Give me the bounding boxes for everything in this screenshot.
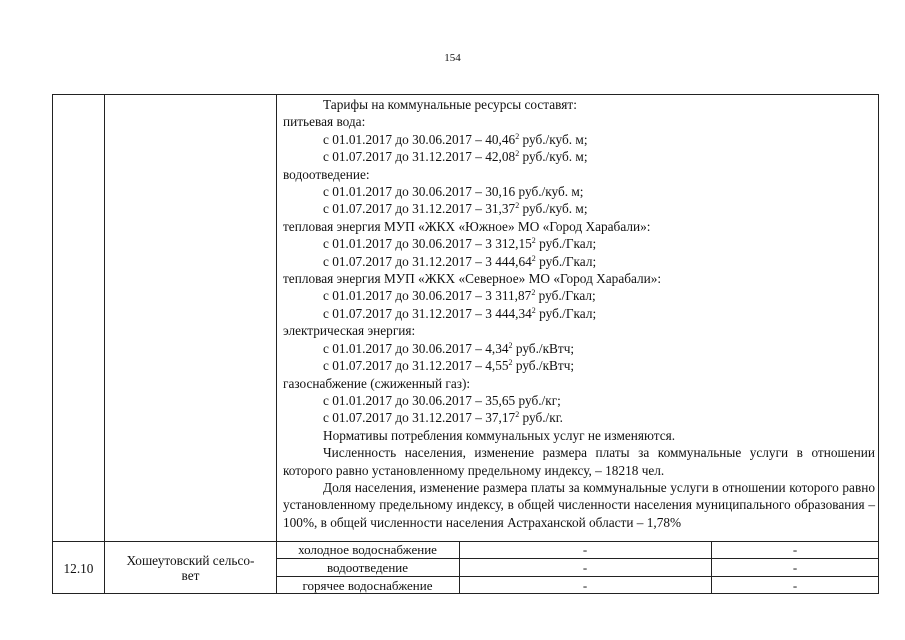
water-label: питьевая вода: (283, 114, 366, 130)
sewage-tariff-2: с 01.07.2017 до 31.12.2017 – 31,37$^2$ руб./куб. м; (323, 201, 588, 217)
electricity-tariff-2: с 01.07.2017 до 31.12.2017 – 4,55$^2$ руб./кВтч; (323, 358, 575, 374)
municipality-name-line1: Хошеутовский сельсо- (126, 553, 255, 568)
electricity-tariff-1: с 01.01.2017 до 30.06.2017 – 4,34$^2$ руб./кВтч; (323, 340, 575, 356)
heat-north-tariff-1: с 01.01.2017 до 30.06.2017 – 3 311,87$^2$ руб./Гкал; (323, 288, 596, 304)
row-number: 12.10 (63, 560, 94, 576)
service-value: - (582, 542, 588, 557)
service-label: водоотведение (326, 560, 409, 575)
gas-tariff-2: с 01.07.2017 до 31.12.2017 – 37,17$^2$ руб./кг. (323, 410, 563, 426)
tariffs-intro: Тарифы на коммунальные ресурсы составят: (323, 97, 577, 112)
electricity-label: электрическая энергия: (283, 323, 416, 339)
column-divider (104, 94, 105, 594)
service-value: - (792, 542, 798, 557)
municipality-name (105, 542, 276, 594)
heat-south-tariff-2: с 01.07.2017 до 31.12.2017 – 3 444,64$^2$ руб./Гкал; (323, 253, 597, 269)
population-share-statement: Доля населения, изменение размера платы за коммунальные услуги в отношении которого равно установленному предельному индексу, в общей численности населения муниципального образования – 100%, в общей численности населения Астраханской области – 1,78% (283, 479, 875, 530)
page-number: 154 (444, 52, 461, 64)
service-label: холодное водоснабжение (298, 542, 437, 557)
water-tariff-2: с 01.07.2017 до 31.12.2017 – 42,08$^2$ руб./куб. м; (323, 149, 588, 165)
water-tariff-1: с 01.01.2017 до 30.06.2017 – 40,46$^2$ руб./куб. м; (323, 131, 588, 147)
column-divider (276, 94, 277, 594)
heat-south-label: тепловая энергия МУП «ЖКХ «Южное» МО «Город Харабали»: (283, 218, 651, 234)
population-statement: Численность населения, изменение размера платы за коммунальные услуги в отношении которого равно установленному предельному индексу, – 18218 чел. (283, 445, 875, 478)
gas-label: газоснабжение (сжиженный газ): (283, 375, 471, 391)
heat-north-label: тепловая энергия МУП «ЖКХ «Северное» МО «Город Харабали»: (283, 271, 662, 287)
service-value: - (792, 560, 798, 575)
norms-statement: Нормативы потребления коммунальных услуг не изменяются. (323, 427, 676, 443)
service-value: - (582, 578, 588, 593)
sewage-tariff-1: с 01.01.2017 до 30.06.2017 – 30,16 руб./куб. м; (323, 184, 584, 200)
sewage-label: водоотведение: (283, 166, 370, 182)
service-value: - (792, 578, 798, 593)
service-value: - (582, 560, 588, 575)
tariff-description (283, 96, 875, 531)
heat-north-tariff-2: с 01.07.2017 до 31.12.2017 – 3 444,34$^2$ руб./Гкал; (323, 305, 597, 321)
heat-south-tariff-1: с 01.01.2017 до 30.06.2017 – 3 312,15$^2$ руб./Гкал; (323, 236, 597, 252)
gas-tariff-1: с 01.01.2017 до 30.06.2017 – 35,65 руб./кг; (323, 392, 561, 408)
service-label: горячее водоснабжение (302, 578, 433, 593)
municipality-name-line2: вет (181, 568, 200, 583)
